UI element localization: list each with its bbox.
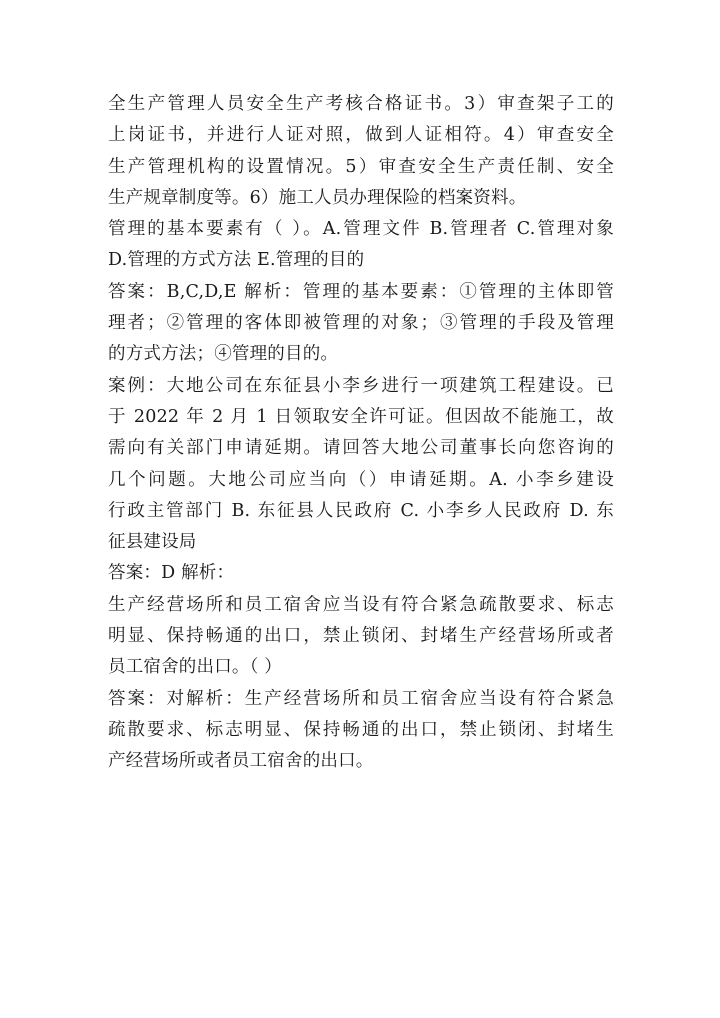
text-line: 的方式方法；④管理的目的。 <box>108 344 339 365</box>
document-body <box>108 89 614 778</box>
text-line: 需向有关部门申请延期。请回答大地公司董事长向您咨询的 <box>108 438 614 459</box>
text-line: 生产管理机构的设置情况。5）审查安全生产责任制、安全 <box>108 156 614 177</box>
paragraph-answer-exits <box>108 684 614 778</box>
text-line: 答案：D 解析： <box>108 563 235 584</box>
paragraph-question-case <box>108 371 614 559</box>
paragraph-question-exits <box>108 590 614 684</box>
text-line: 答案：对解析：生产经营场所和员工宿舍应当设有符合紧急 <box>108 688 614 709</box>
text-line: 理者；②管理的客体即被管理的对象；③管理的手段及管理 <box>108 313 614 334</box>
paragraph-answer-management-elements <box>108 277 614 371</box>
text-line: 管理的基本要素有（ ）。A.管理文件 B.管理者 C.管理对象 <box>108 219 614 240</box>
text-line: 员工宿舍的出口。（ ） <box>108 657 283 678</box>
text-line: 疏散要求、标志明显、保持畅通的出口，禁止锁闭、封堵生 <box>108 719 614 740</box>
text-line: 全生产管理人员安全生产考核合格证书。3）审查架子工的 <box>108 94 614 114</box>
paragraph-previous-answer-tail <box>108 89 614 214</box>
text-line: 生产经营场所和员工宿舍应当设有符合紧急疏散要求、标志 <box>108 594 614 615</box>
paragraph-question-management-elements <box>108 214 614 277</box>
text-line: 答案：B,C,D,E 解析：管理的基本要素：①管理的主体即管 <box>108 281 614 302</box>
text-line: 于 2022 年 2 月 1 日领取安全许可证。但因故不能施工，故 <box>108 406 614 427</box>
text-line: 上岗证书，并进行人证对照，做到人证相符。4）审查安全 <box>108 125 614 146</box>
text-line: 生产规章制度等。6）施工人员办理保险的档案资料。 <box>108 187 527 208</box>
text-line: 明显、保持畅通的出口，禁止锁闭、封堵生产经营场所或者 <box>108 626 614 647</box>
paragraph-answer-case <box>108 558 614 589</box>
text-line: 几个问题。大地公司应当向（）申请延期。A. 小李乡建设 <box>108 469 614 490</box>
text-line: 行政主管部门 B. 东征县人民政府 C. 小李乡人民政府 D. 东 <box>108 500 614 521</box>
text-line: 产经营场所或者员工宿舍的出口。 <box>108 751 374 772</box>
text-line: D.管理的方式方法 E.管理的目的 <box>108 250 365 271</box>
text-line: 案例：大地公司在东征县小李乡进行一项建筑工程建设。已 <box>108 375 614 396</box>
text-line: 征县建设局 <box>108 532 197 553</box>
